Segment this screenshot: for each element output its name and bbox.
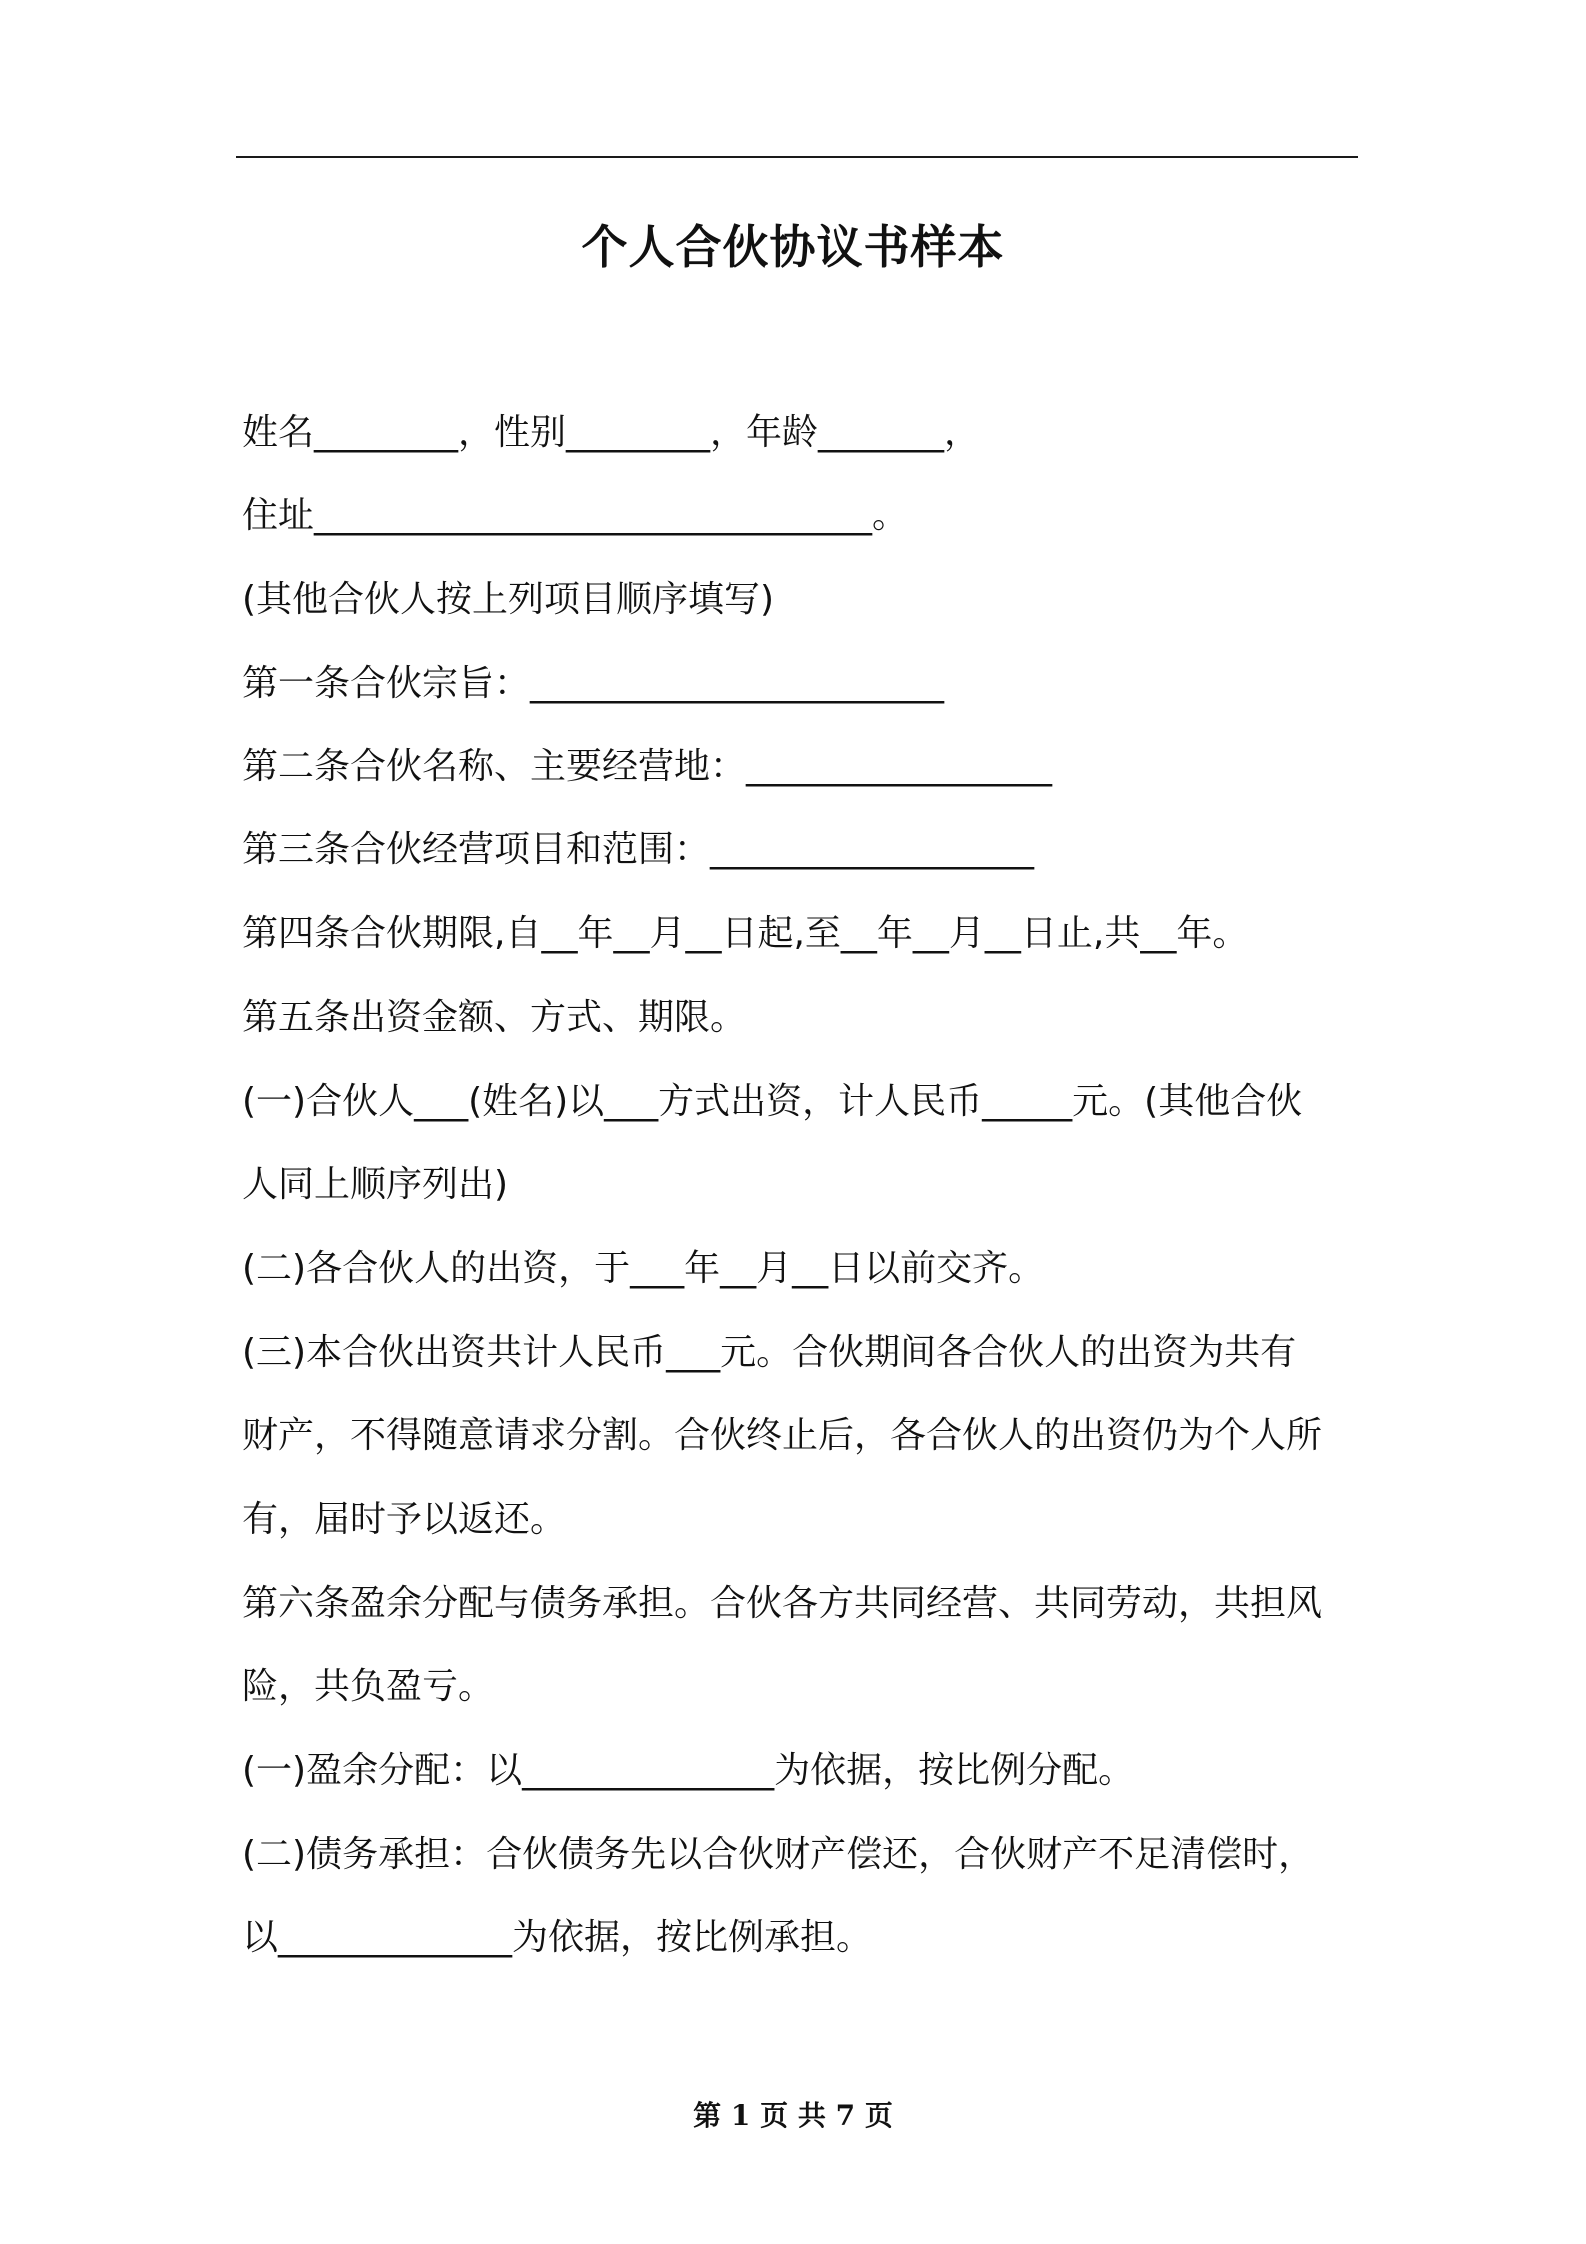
article-6-cont: 险，共负盈亏。 (242, 1666, 495, 1707)
article-1: 第一条合伙宗旨：_______________________ (242, 663, 945, 704)
line-name-gender-age: 姓名________，性别________，年龄_______， (242, 412, 981, 453)
article-4: 第四条合伙期限,自__年__月__日起,至__年__月__日止,共__年。 (242, 913, 1249, 954)
header-rule (236, 156, 1358, 158)
article-6-item-1: (一)盈余分配：以______________为依据，按比例分配。 (242, 1750, 1135, 1791)
article-5-item-1-cont: 人同上顺序列出) (242, 1164, 509, 1205)
line-other-partners-note: (其他合伙人按上列项目顺序填写) (242, 579, 775, 620)
article-6-item-2: (二)债务承担：合伙债务先以合伙财产偿还，合伙财产不足清偿时， (242, 1834, 1315, 1875)
article-2: 第二条合伙名称、主要经营地：_________________ (242, 746, 1053, 787)
document-title: 个人合伙协议书样本 (581, 220, 1005, 274)
article-5: 第五条出资金额、方式、期限。 (242, 997, 747, 1038)
page-number: 第 1 页 共 7 页 (693, 2099, 893, 2132)
article-6: 第六条盈余分配与债务承担。合伙各方共同经营、共同劳动，共担风 (242, 1583, 1323, 1624)
article-3: 第三条合伙经营项目和范围：__________________ (242, 829, 1035, 870)
article-5-item-3-cont2: 有，届时予以返还。 (242, 1499, 567, 1540)
article-5-item-1: (一)合伙人___(姓名)以___方式出资，计人民币_____元。(其他合伙 (242, 1081, 1303, 1122)
article-5-item-2: (二)各合伙人的出资，于___年__月__日以前交齐。 (242, 1248, 1045, 1289)
article-6-item-2-cont: 以_____________为依据，按比例承担。 (242, 1917, 873, 1958)
line-address: 住址_______________________________。 (242, 495, 908, 536)
article-5-item-3: (三)本合伙出资共计人民币___元。合伙期间各合伙人的出资为共有 (242, 1332, 1297, 1373)
article-5-item-3-cont1: 财产，不得随意请求分割。合伙终止后，各合伙人的出资仍为个人所 (242, 1415, 1323, 1456)
